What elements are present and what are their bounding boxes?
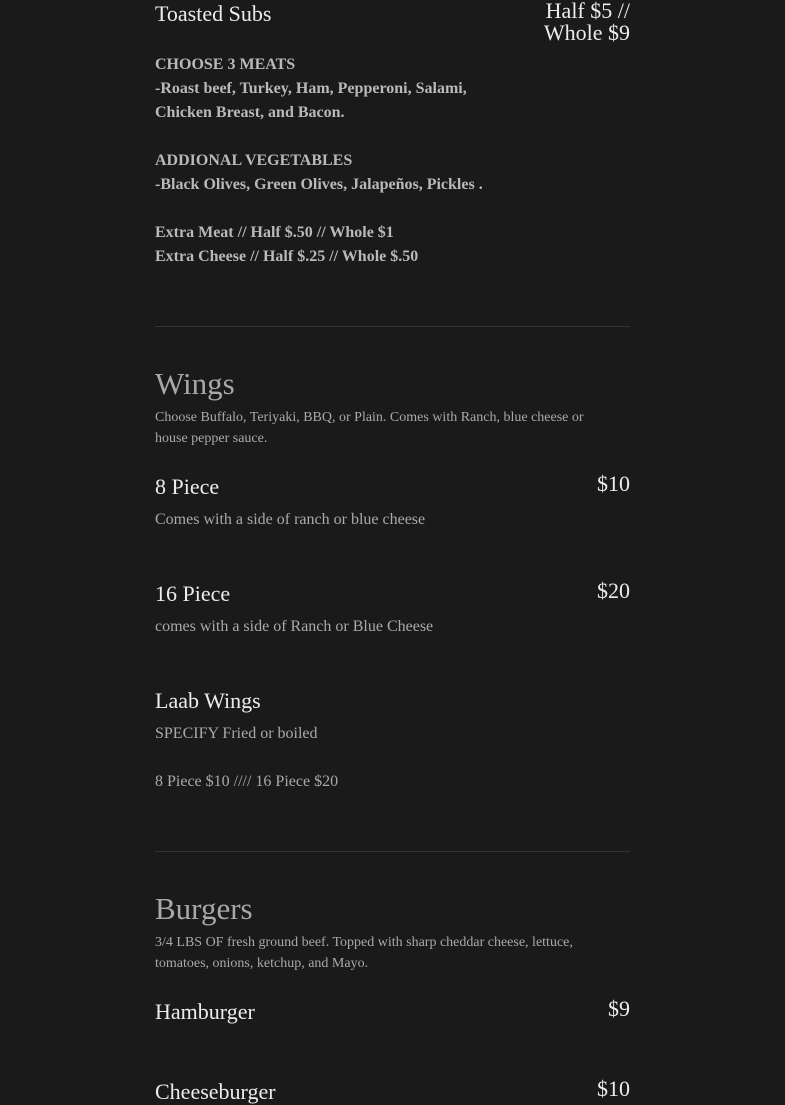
item-price-toasted-subs: [544, 0, 630, 44]
item-name-16-piece: 16 Piece: [155, 581, 231, 606]
meats-line-2: Chicken Breast, and Bacon.: [155, 104, 345, 121]
section-description-line: 3/4 LBS OF fresh ground beef. Topped with sharp cheddar cheese, lettuce,: [155, 935, 573, 950]
section-divider: [155, 326, 630, 327]
section-description-burgers: [155, 932, 630, 974]
item-name-cheeseburger: Cheeseburger: [155, 1079, 276, 1104]
item-name-laab-wings: Laab Wings: [155, 688, 261, 713]
item-name-toasted-subs: Toasted Subs: [155, 1, 272, 26]
price-half: Half $5 //: [545, 0, 630, 23]
item-name-hamburger: Hamburger: [155, 999, 255, 1024]
section-description-line: house pepper sauce.: [155, 431, 268, 446]
section-divider: [155, 851, 630, 852]
section-description-line: Choose Buffalo, Teriyaki, BBQ, or Plain. Comes with Ranch, blue cheese or: [155, 410, 584, 425]
item-name-8-piece: 8 Piece: [155, 474, 220, 499]
extra-cheese: Extra Cheese // Half $.25 // Whole $.50: [155, 248, 419, 265]
item-desc-8-piece: Comes with a side of ranch or blue cheese: [155, 511, 426, 528]
item-price-16-piece: $20: [597, 578, 630, 603]
section-description-line: tomatoes, onions, ketchup, and Mayo.: [155, 956, 369, 971]
item-price-cheeseburger: $10: [597, 1076, 630, 1101]
veg-line-1: -Black Olives, Green Olives, Jalapeños, Pickles .: [155, 176, 483, 193]
extra-meat: Extra Meat // Half $.50 // Whole $1: [155, 224, 394, 241]
item-price-8-piece: $10: [597, 471, 630, 496]
veg-heading: ADDIONAL VEGETABLES: [155, 152, 353, 169]
item-price-hamburger: $9: [608, 996, 630, 1021]
price-whole: Whole $9: [543, 20, 630, 45]
item-desc-16-piece: comes with a side of Ranch or Blue Cheese: [155, 618, 434, 635]
item-desc-laab-wings-prices: 8 Piece $10 //// 16 Piece $20: [155, 773, 339, 790]
section-description-wings: [155, 407, 630, 449]
meats-line-1: -Roast beef, Turkey, Ham, Pepperoni, Salami,: [155, 80, 467, 97]
meats-heading: CHOOSE 3 MEATS: [155, 56, 296, 73]
menu-column: [155, 0, 630, 1104]
section-title-burgers: Burgers: [155, 891, 253, 926]
section-title-wings: Wings: [155, 366, 235, 401]
item-desc-laab-wings: SPECIFY Fried or boiled: [155, 725, 318, 742]
